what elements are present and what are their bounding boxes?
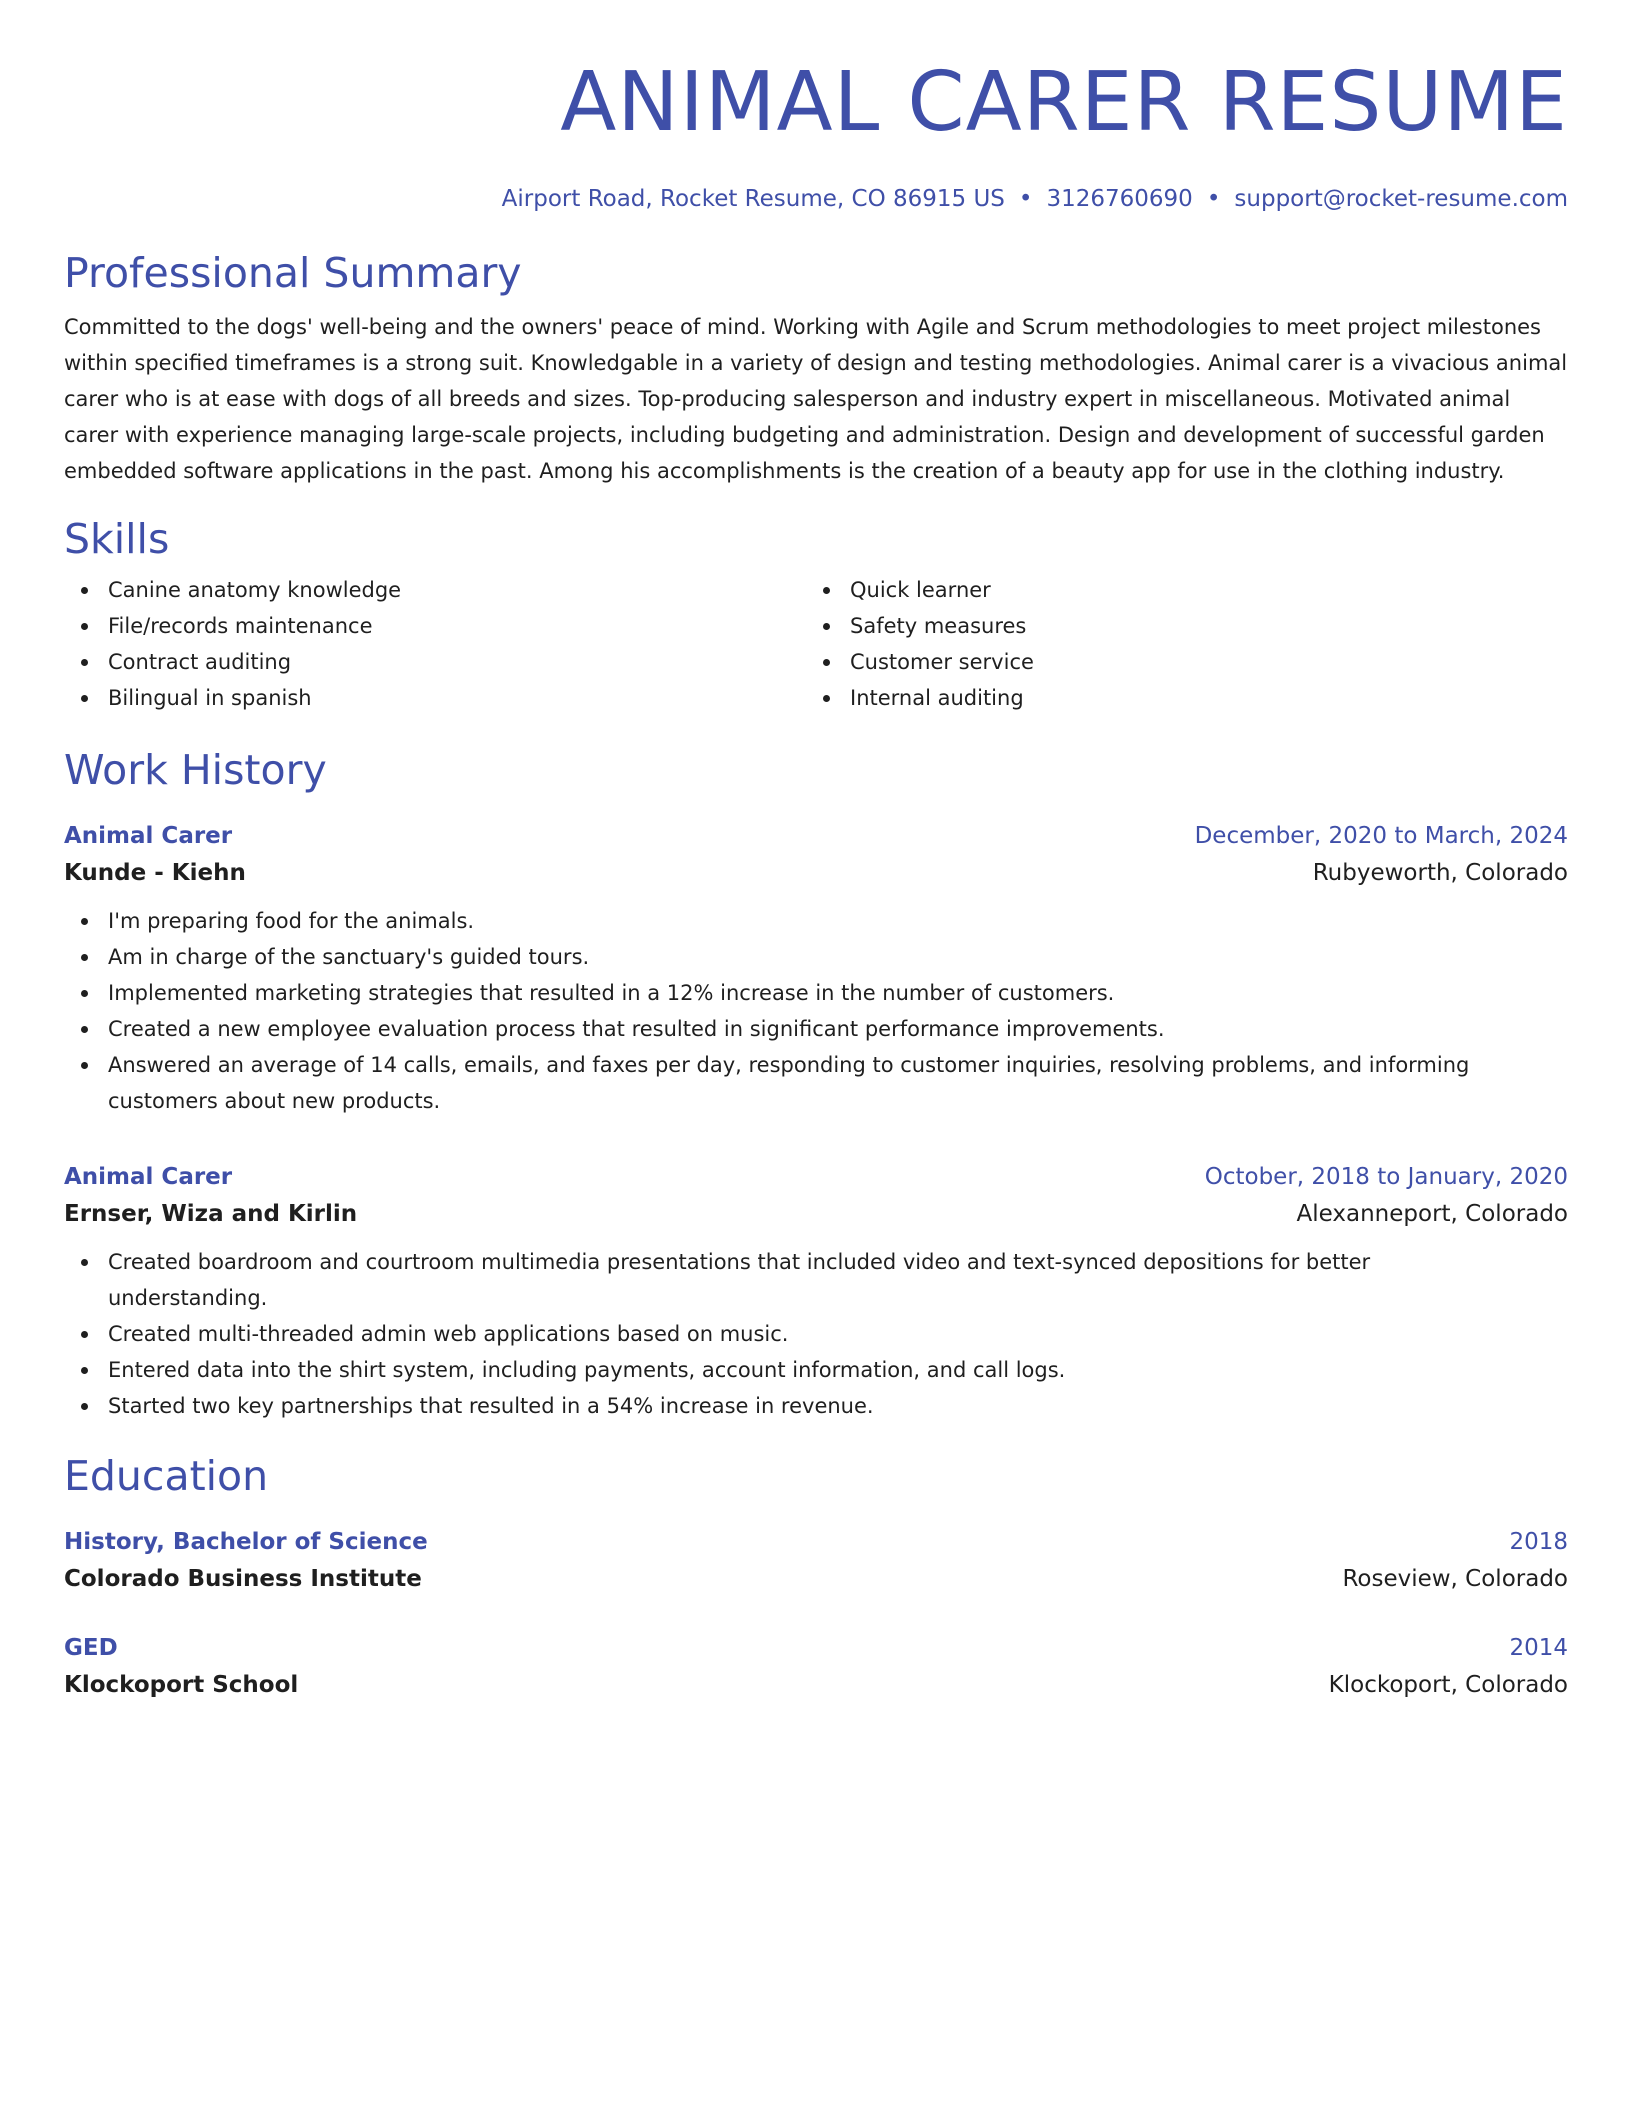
education-degree: GED bbox=[64, 1635, 118, 1662]
contact-phone: 3126760690 bbox=[1046, 186, 1193, 212]
job-bullet: Entered data into the shirt system, including payments, account information, and call logs. bbox=[64, 1352, 1568, 1388]
skill-item: File/records maintenance bbox=[64, 608, 806, 644]
job-bullet: I'm preparing food for the animals. bbox=[64, 903, 1568, 939]
job-company: Ernser, Wiza and Kirlin bbox=[64, 1201, 358, 1228]
education-year: 2018 bbox=[1509, 1529, 1568, 1556]
skill-item: Internal auditing bbox=[806, 680, 1548, 716]
education-location: Klockoport, Colorado bbox=[1328, 1672, 1568, 1699]
skills-column-right bbox=[806, 572, 1548, 716]
education-heading: Education bbox=[64, 1452, 269, 1501]
job-company: Kunde - Kiehn bbox=[64, 860, 246, 887]
job-bullet: Am in charge of the sanctuary's guided tours. bbox=[64, 939, 1568, 975]
resume-title: ANIMAL CARER RESUME bbox=[560, 55, 1568, 150]
job-bullet: Created multi-threaded admin web applications based on music. bbox=[64, 1316, 1568, 1352]
skill-item: Contract auditing bbox=[64, 644, 806, 680]
job-bullet: Started two key partnerships that resulted in a 54% increase in revenue. bbox=[64, 1388, 1568, 1424]
education-year: 2014 bbox=[1509, 1635, 1568, 1662]
skills-list bbox=[64, 572, 1568, 716]
job-dates: October, 2018 to January, 2020 bbox=[1204, 1164, 1568, 1191]
contact-email: support@rocket-resume.com bbox=[1234, 186, 1568, 212]
skill-item: Safety measures bbox=[806, 608, 1548, 644]
job-entry bbox=[64, 1160, 1568, 1424]
education-school: Klockoport School bbox=[64, 1672, 299, 1699]
job-location: Rubyeworth, Colorado bbox=[1312, 860, 1568, 887]
contact-line bbox=[64, 183, 1568, 215]
education-entry bbox=[64, 1631, 1568, 1705]
summary-text: Committed to the dogs' well-being and the owners' peace of mind. Working with Agile and Scrum methodologies to meet project milestones within specified timeframes is a strong suit. Knowledgable in a variety of design and testing methodologies. Animal carer is a vivacious animal carer who is at ease with dogs of all breeds and sizes. Top-producing salesperson and industry expert in miscellaneous. Motivated animal carer with experience managing large-scale projects, including budgeting and administration. Design and development of successful garden embedded software applications in the past. Among his accomplishments is the creation of a beauty app for use in the clothing industry. bbox=[64, 315, 1568, 484]
job-role: Animal Carer bbox=[64, 823, 233, 850]
resume-page bbox=[64, 0, 1568, 1705]
job-role: Animal Carer bbox=[64, 1164, 233, 1191]
job-bullet: Created a new employee evaluation process that resulted in significant performance improvements. bbox=[64, 1011, 1568, 1047]
education-degree: History, Bachelor of Science bbox=[64, 1529, 428, 1556]
job-entry bbox=[64, 819, 1568, 1119]
contact-address: Airport Road, Rocket Resume, CO 86915 US bbox=[501, 186, 1005, 212]
skill-item: Canine anatomy knowledge bbox=[64, 572, 806, 608]
skill-item: Customer service bbox=[806, 644, 1548, 680]
summary-heading: Professional Summary bbox=[64, 249, 522, 297]
contact-separator: • bbox=[1018, 186, 1033, 212]
skills-column-left bbox=[64, 572, 806, 716]
education-school: Colorado Business Institute bbox=[64, 1566, 422, 1593]
job-bullet: Answered an average of 14 calls, emails, and faxes per day, responding to customer inquiries, resolving problems, and informing customers about new products. bbox=[64, 1047, 1568, 1119]
job-bullet: Created boardroom and courtroom multimedia presentations that included video and text-synced depositions for better understanding. bbox=[64, 1244, 1568, 1316]
work-history-heading: Work History bbox=[64, 746, 327, 795]
job-dates: December, 2020 to March, 2024 bbox=[1194, 823, 1568, 850]
education-location: Roseview, Colorado bbox=[1342, 1566, 1568, 1593]
education-entry bbox=[64, 1525, 1568, 1599]
skills-heading: Skills bbox=[64, 515, 170, 564]
job-bullets bbox=[64, 1244, 1568, 1424]
contact-separator: • bbox=[1206, 186, 1221, 212]
skill-item: Quick learner bbox=[806, 572, 1548, 608]
job-bullet: Implemented marketing strategies that resulted in a 12% increase in the number of customers. bbox=[64, 975, 1568, 1011]
job-location: Alexanneport, Colorado bbox=[1296, 1201, 1568, 1228]
skill-item: Bilingual in spanish bbox=[64, 680, 806, 716]
job-bullets bbox=[64, 903, 1568, 1119]
